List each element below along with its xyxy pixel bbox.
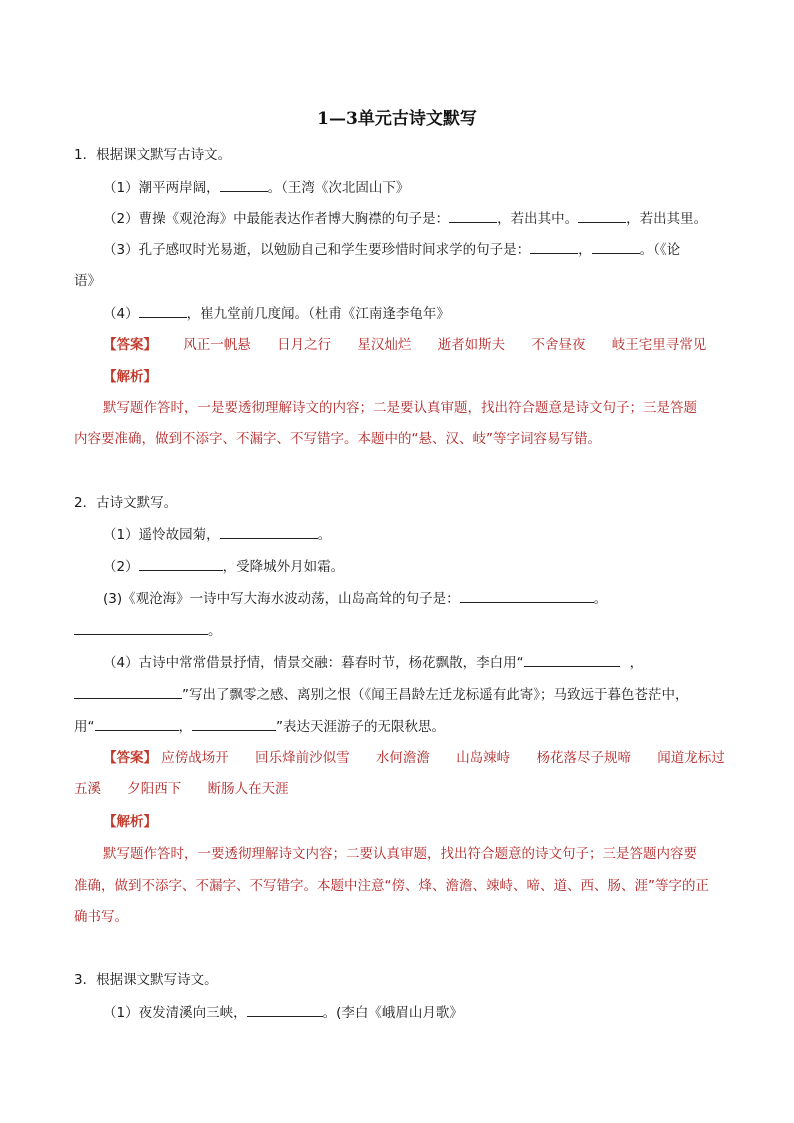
answer-item: 应傍战场开 xyxy=(161,750,229,766)
question-2-item-3-cont xyxy=(74,620,724,641)
question-2-answer-cont xyxy=(74,779,724,799)
question-2-analysis-line-2: 准确，做到不添字、不漏字、不写错字。本题中注意“傍、烽、澹澹、竦峙、啼、道、西、肠、涯”等字的正 xyxy=(74,878,709,894)
answer-blank xyxy=(74,684,182,699)
question-2-item-4-cont xyxy=(74,684,724,705)
answer-item: 夕阳西下 xyxy=(127,781,182,797)
answer-item: 不舍昼夜 xyxy=(531,337,586,353)
text: （4） xyxy=(103,306,139,322)
answer-blank xyxy=(592,239,640,254)
page-title: 1—3单元古诗文默写 xyxy=(317,109,477,129)
text: （4）古诗中常常借景抒情，情景交融：暮春时节，杨花飘散，李白用“ xyxy=(103,655,524,671)
question-3-heading: 3．根据课文默写诗文。 xyxy=(74,972,218,988)
question-2-item-4 xyxy=(103,652,753,673)
question-1-analysis-line-2: 内容要准确，做到不添字、不漏字、不写错字。本题中的“悬、汉、岐”等字词容易写错。 xyxy=(74,431,601,447)
question-2-item-3 xyxy=(103,588,753,609)
question-2-heading: 2．古诗文默写。 xyxy=(74,495,178,511)
answer-tag: 【答案】 xyxy=(103,337,157,353)
text: 。 xyxy=(208,623,222,639)
answer-item: 风正一帆悬 xyxy=(183,337,251,353)
text: 用“ xyxy=(74,719,95,735)
question-2-item-1 xyxy=(103,524,753,545)
text: ， xyxy=(629,655,644,671)
answer-item: 断肠人在天涯 xyxy=(207,781,289,797)
question-2-item-2 xyxy=(103,556,753,577)
answer-tag: 【答案】 xyxy=(103,750,157,766)
question-2-answer xyxy=(103,748,753,768)
question-1-item-4 xyxy=(103,303,753,324)
answer-item: 星汉灿烂 xyxy=(357,337,412,353)
text: (3)《观沧海》一诗中写大海水波动荡，山岛高耸的句子是： xyxy=(103,591,460,607)
text: ， xyxy=(178,719,192,735)
question-1-answer xyxy=(103,335,753,355)
question-2-item-4-cont-2 xyxy=(74,716,724,737)
answer-item: 日月之行 xyxy=(277,337,332,353)
answer-blank xyxy=(220,524,318,539)
answer-item: 逝者如斯夫 xyxy=(437,337,506,353)
text: ”表达天涯游子的无限秋思。 xyxy=(276,719,445,735)
answer-blank xyxy=(530,239,578,254)
question-2-analysis-line-1: 默写题作答时，一要透彻理解诗文内容；二要认真审题，找出符合题意的诗文句子；三是答题内容要 xyxy=(103,846,697,862)
question-1-analysis-line-1: 默写题作答时，一是要透彻理解诗文的内容；二是要认真审题，找出符合题意是诗文句子；三是答题 xyxy=(103,400,697,416)
answer-item: 杨花落尽子规啼 xyxy=(536,750,631,766)
text: 。（王湾《次北固山下》 xyxy=(267,180,410,196)
text: 。（《论 xyxy=(639,242,681,258)
text: （2）曹操《观沧海》中最能表达作者博大胸襟的句子是： xyxy=(103,211,450,227)
text: 。 xyxy=(317,527,332,543)
question-2-analysis-line-3: 确书写。 xyxy=(74,909,128,925)
text: （1）潮平两岸阔， xyxy=(103,180,220,196)
text: ，受降城外月如霜。 xyxy=(222,559,345,575)
answer-blank xyxy=(460,588,594,603)
answer-blank xyxy=(247,1002,323,1017)
answer-blank xyxy=(578,208,626,223)
text: ，若出其里。 xyxy=(626,211,708,227)
answer-item: 闻道龙标过 xyxy=(657,750,725,766)
answer-item: 水何澹澹 xyxy=(375,750,430,766)
analysis-tag: 【解析】 xyxy=(103,369,157,385)
question-1-item-3 xyxy=(103,239,753,260)
analysis-tag: 【解析】 xyxy=(103,814,157,830)
question-1-item-3-cont: 语》 xyxy=(74,273,101,289)
answer-item: 岐王宅里寻常见 xyxy=(611,337,707,353)
text: （1）遥怜故园菊， xyxy=(103,527,220,543)
text: ”写出了飘零之感、离别之恨（《闻王昌龄左迁龙标遥有此寄》；马致远于暮色苍茫中， xyxy=(182,687,689,703)
answer-blank xyxy=(139,556,223,571)
text: ， xyxy=(578,242,592,258)
text: ，崔九堂前几度闻。（杜甫《江南逢李龟年》 xyxy=(186,306,450,322)
text: 。 xyxy=(593,591,608,607)
answer-item: 回乐烽前沙似雪 xyxy=(255,750,350,766)
question-1-heading: 1．根据课文默写古诗文。 xyxy=(74,147,232,163)
answer-blank xyxy=(220,177,268,192)
answer-blank xyxy=(192,716,276,731)
answer-blank xyxy=(524,652,620,667)
answer-blank xyxy=(449,208,497,223)
text: （1）夜发清溪向三峡， xyxy=(103,1005,247,1021)
answer-blank xyxy=(139,303,187,318)
answer-item: 山岛竦峙 xyxy=(456,750,511,766)
question-1-item-2 xyxy=(103,208,753,229)
answer-blank xyxy=(95,716,179,731)
answer-blank xyxy=(74,620,208,635)
question-3-item-1 xyxy=(103,1002,753,1023)
text: （2） xyxy=(103,559,139,575)
question-1-item-1 xyxy=(103,177,753,198)
answer-item: 五溪 xyxy=(74,781,101,797)
text: ，若出其中。 xyxy=(497,211,579,227)
text: （3）孔子感叹时光易逝，以勉励自己和学生要珍惜时间求学的句子是： xyxy=(103,242,531,258)
text: 。(李白《峨眉山月歌》 xyxy=(322,1005,463,1021)
